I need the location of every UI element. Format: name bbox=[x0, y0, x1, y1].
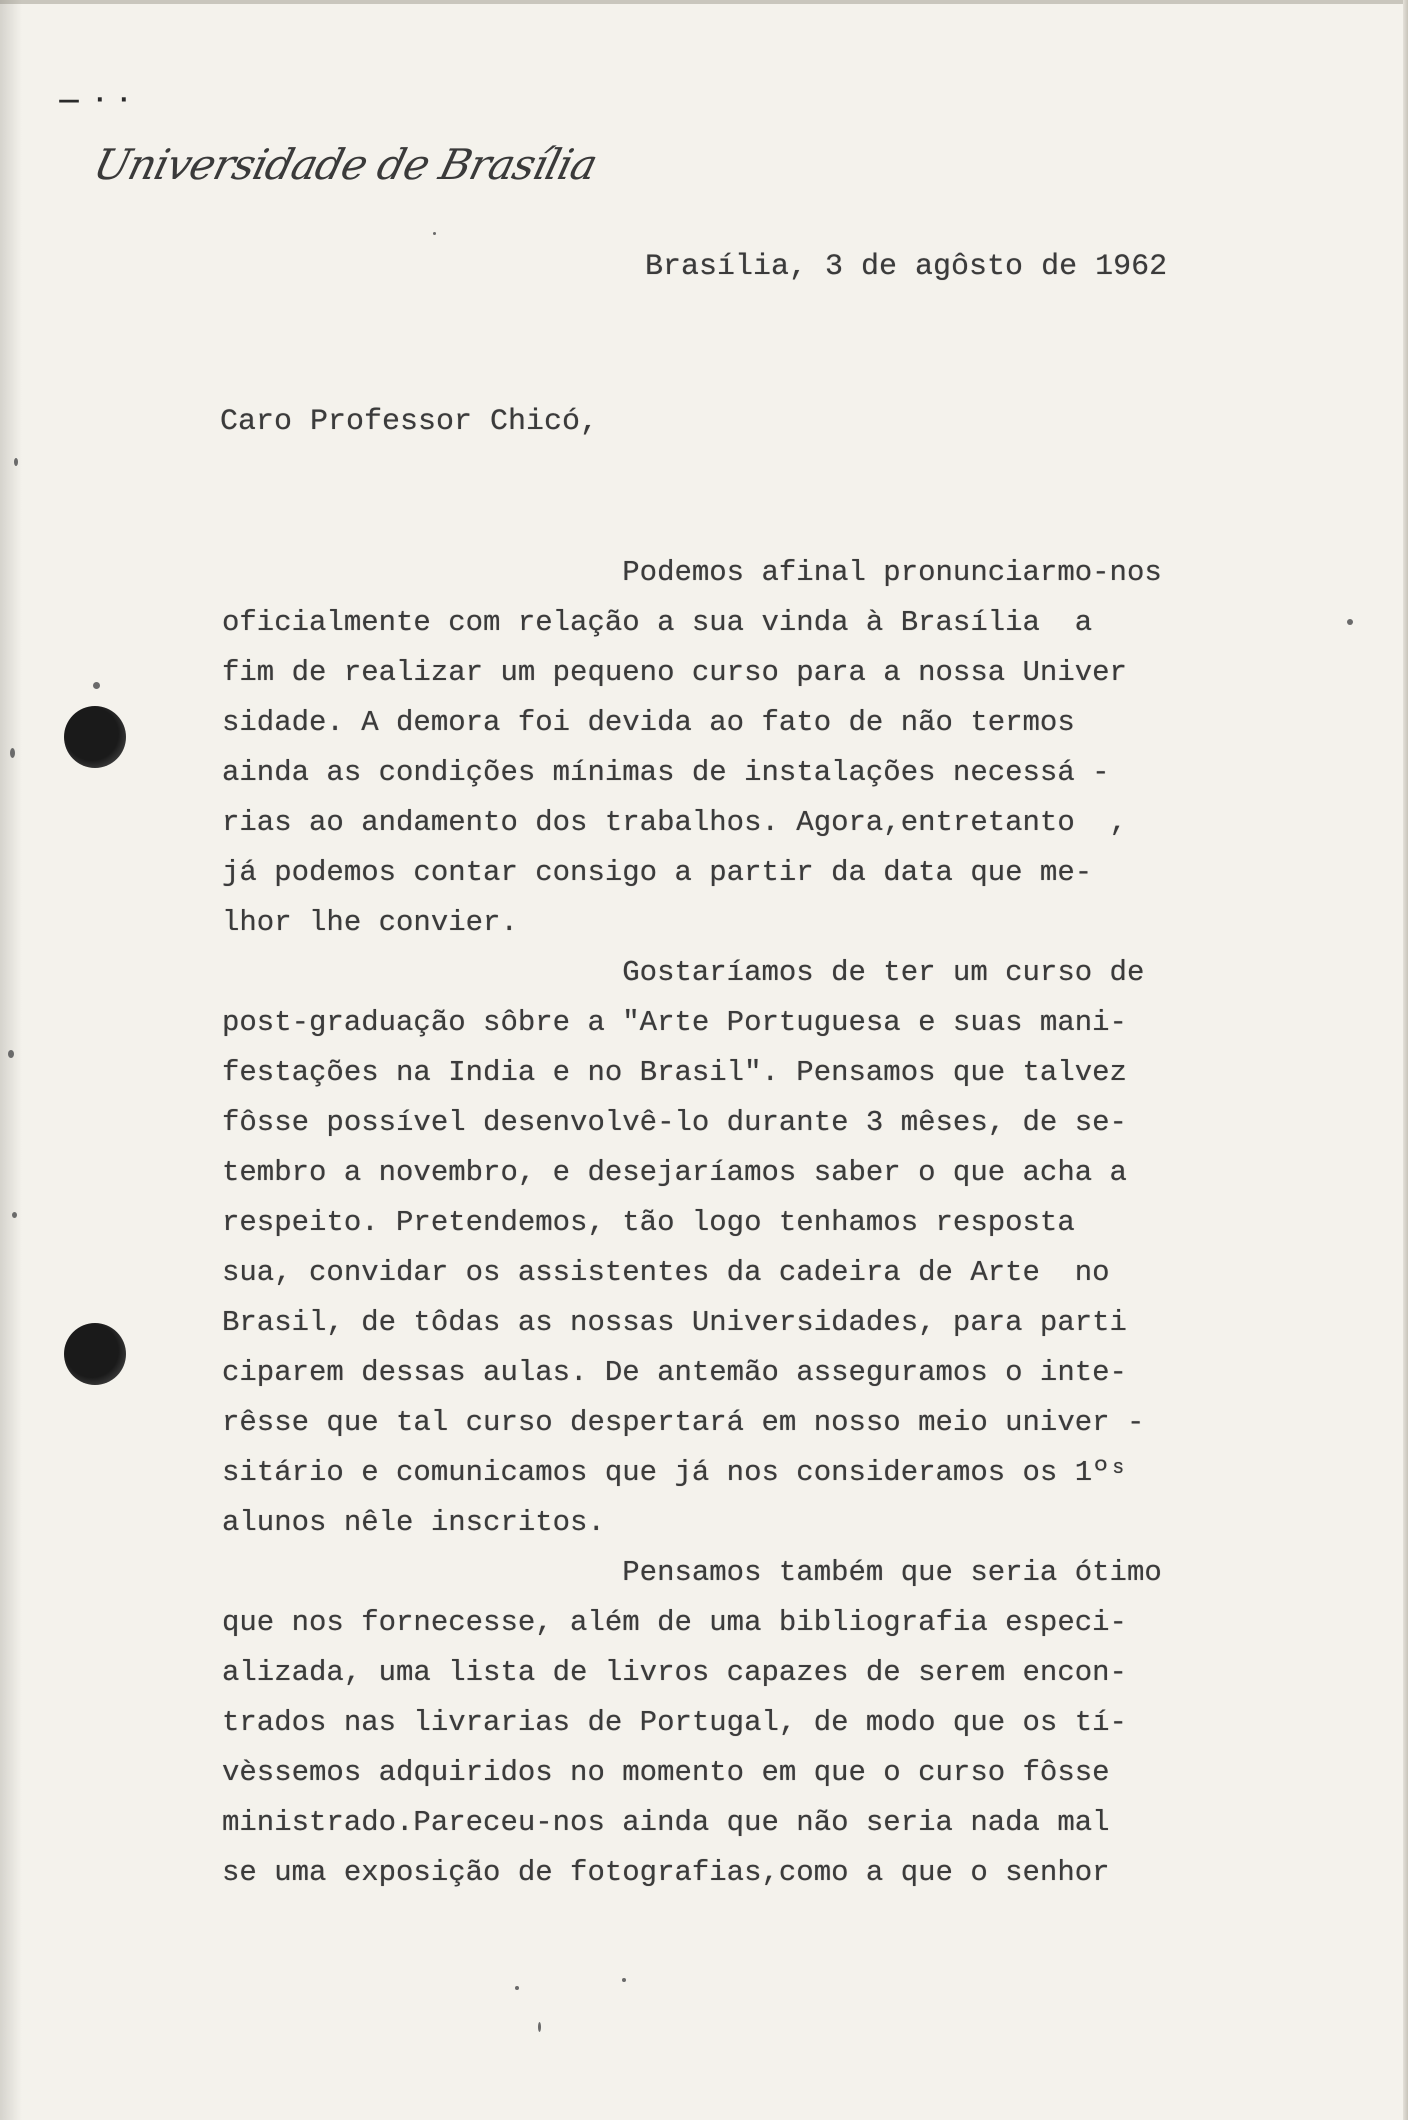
body-line: lhor lhe convier. bbox=[222, 906, 518, 939]
body-line: já podemos contar consigo a partir da data que me- bbox=[222, 856, 1093, 889]
body-line: sidade. A demora foi devida ao fato de não termos bbox=[222, 706, 1075, 739]
body-line: ainda as condições mínimas de instalações necessá - bbox=[222, 756, 1110, 789]
paper-speck bbox=[1347, 619, 1353, 625]
body-line: se uma exposição de fotografias,como a que o senhor bbox=[222, 1856, 1110, 1889]
paper-speck bbox=[622, 1978, 626, 1982]
body-line: sitário e comunicamos que já nos consideramos os 1ºˢ bbox=[222, 1456, 1127, 1489]
body-line: Brasil, de tôdas as nossas Universidades, para parti bbox=[222, 1306, 1127, 1339]
body-line: que nos fornecesse, além de uma bibliografia especi- bbox=[222, 1606, 1127, 1639]
paper-speck bbox=[433, 232, 436, 235]
paper-speck bbox=[93, 682, 100, 689]
body-line: sua, convidar os assistentes da cadeira de Arte no bbox=[222, 1256, 1110, 1289]
body-line: alizada, uma lista de livros capazes de serem encon- bbox=[222, 1656, 1127, 1689]
header-mark: — · · bbox=[58, 88, 133, 113]
body-line: oficialmente com relação a sua vinda à Brasília a bbox=[222, 606, 1093, 639]
body-line: Pensamos também que seria ótimo bbox=[222, 1556, 1162, 1589]
body-line: alunos nêle inscritos. bbox=[222, 1506, 605, 1539]
body-line: Podemos afinal pronunciarmo-nos bbox=[222, 556, 1162, 589]
body-line: post-graduação sôbre a "Arte Portuguesa e suas mani- bbox=[222, 1006, 1127, 1039]
paper-speck bbox=[515, 1986, 519, 1990]
punch-hole-lower bbox=[64, 1323, 126, 1385]
page-top-edge bbox=[0, 0, 1408, 4]
body-line: rêsse que tal curso despertará em nosso meio univer - bbox=[222, 1406, 1145, 1439]
salutation: Caro Professor Chicó, bbox=[220, 405, 599, 439]
paper-speck bbox=[8, 1050, 14, 1058]
date-line: Brasília, 3 de agôsto de 1962 bbox=[645, 250, 1168, 284]
page-right-edge bbox=[1403, 0, 1408, 2120]
body-line: tembro a novembro, e desejaríamos saber o que acha a bbox=[222, 1156, 1127, 1189]
paper-speck bbox=[12, 1212, 17, 1218]
paper-speck bbox=[14, 458, 18, 466]
body-line: ciparem dessas aulas. De antemão asseguramos o inte- bbox=[222, 1356, 1127, 1389]
paper-speck bbox=[538, 2022, 541, 2032]
body-line: fim de realizar um pequeno curso para a nossa Univer bbox=[222, 656, 1127, 689]
paper-speck bbox=[10, 748, 15, 758]
body-line: rias ao andamento dos trabalhos. Agora,entretanto , bbox=[222, 806, 1127, 839]
body-line: respeito. Pretendemos, tão logo tenhamos resposta bbox=[222, 1206, 1075, 1239]
body-line: Gostaríamos de ter um curso de bbox=[222, 956, 1145, 989]
punch-hole-upper bbox=[64, 706, 126, 768]
body-line: fôsse possível desenvolvê-lo durante 3 mêses, de se- bbox=[222, 1106, 1127, 1139]
page-left-shadow bbox=[0, 0, 22, 2120]
body-line: festações na India e no Brasil". Pensamos que talvez bbox=[222, 1056, 1127, 1089]
letterhead: Universidade de Brasília bbox=[88, 140, 602, 189]
body-line: trados nas livrarias de Portugal, de modo que os tí- bbox=[222, 1706, 1127, 1739]
body-line: vèssemos adquiridos no momento em que o curso fôsse bbox=[222, 1756, 1110, 1789]
letter-body bbox=[222, 548, 1282, 1898]
body-line: ministrado.Pareceu-nos ainda que não seria nada mal bbox=[222, 1806, 1110, 1839]
